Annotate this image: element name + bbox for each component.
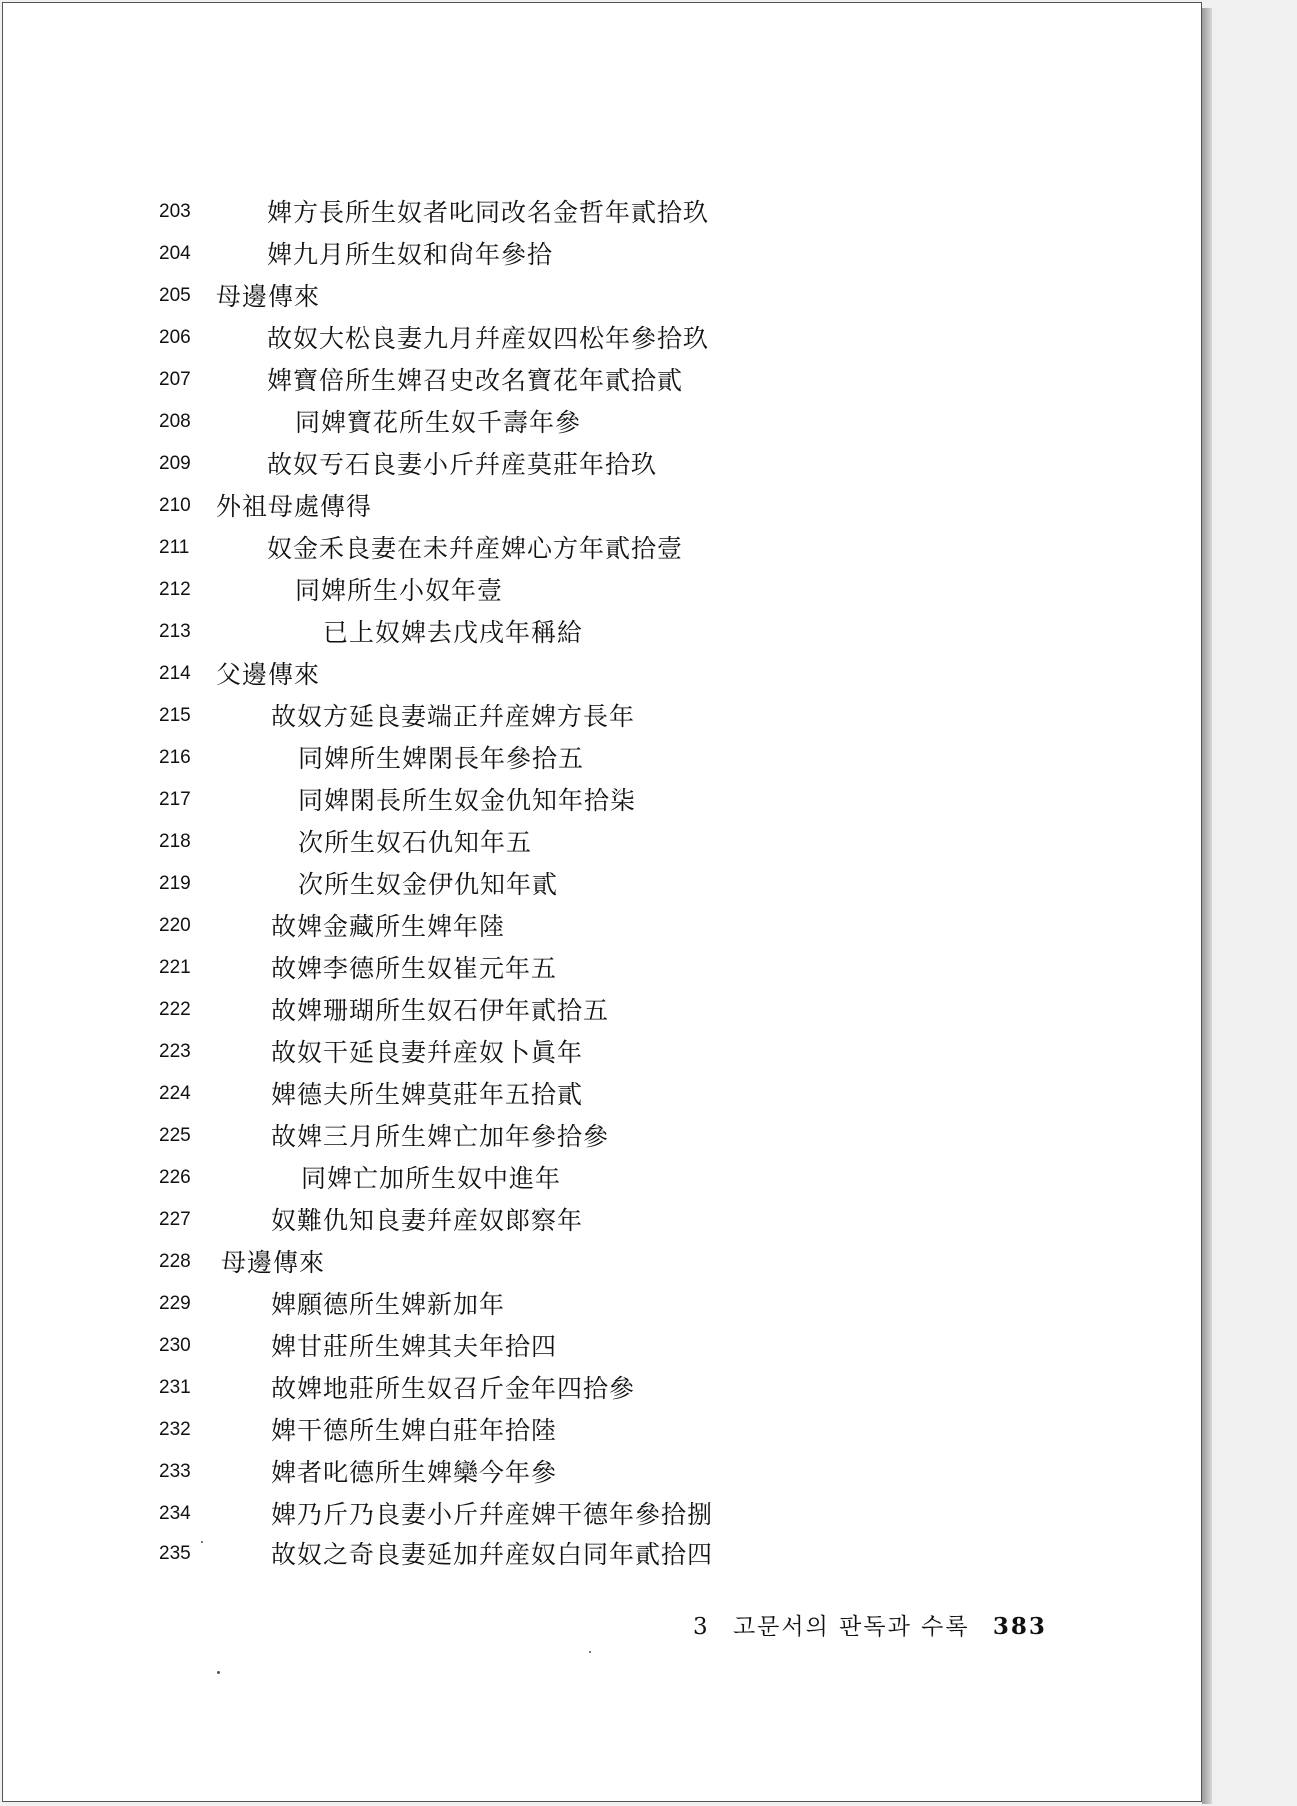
line-text: 故婢金藏所生婢年陸 <box>271 912 506 941</box>
footer-page-number: 383 <box>992 1613 1047 1640</box>
line-text: 外祖母處傳得 <box>216 492 373 521</box>
transcription-line <box>3 361 1153 395</box>
page-footer <box>693 1608 1047 1641</box>
line-text: 奴難仇知良妻幷産奴郞察年 <box>271 1206 584 1235</box>
line-text: 婢方長所生奴者叱同改名金哲年貳拾玖 <box>267 198 710 227</box>
line-number: 217 <box>159 789 191 810</box>
line-number: 207 <box>159 369 191 390</box>
line-text: 婢甘莊所生婢其夫年拾四 <box>271 1332 558 1361</box>
line-text: 婢寶倍所生婢召史改名寶花年貳拾貳 <box>267 366 684 395</box>
transcription-line <box>3 781 1153 815</box>
transcription-line <box>3 697 1153 731</box>
line-number: 230 <box>159 1335 191 1356</box>
line-text: 婢德夫所生婢莫莊年五拾貳 <box>271 1080 584 1109</box>
line-text: 婢九月所生奴和尙年參拾 <box>267 240 554 269</box>
line-text: 故奴之奇良妻延加幷産奴白同年貳拾四 <box>271 1540 714 1569</box>
line-number: 219 <box>159 873 191 894</box>
line-number: 229 <box>159 1293 191 1314</box>
transcription-line <box>3 1117 1153 1151</box>
transcription-line <box>3 1243 1153 1277</box>
line-number: 235 <box>159 1543 191 1564</box>
transcription-line <box>3 1411 1153 1445</box>
line-number: 216 <box>159 747 191 768</box>
line-number: 204 <box>159 243 191 264</box>
transcription-line <box>3 1327 1153 1361</box>
line-number: 213 <box>159 621 191 642</box>
line-number: 228 <box>159 1251 191 1272</box>
line-text: 故奴干延良妻幷産奴卜眞年 <box>271 1038 584 1067</box>
line-text: 故奴亐石良妻小斤幷産莫莊年拾玖 <box>267 450 658 479</box>
transcription-line <box>3 193 1153 227</box>
transcription-line <box>3 1453 1153 1487</box>
transcription-line <box>3 319 1153 353</box>
line-number: 233 <box>159 1461 191 1482</box>
line-text: 故奴方延良妻端正幷産婢方長年 <box>271 702 636 731</box>
line-text: 同婢所生婢閑長年參拾五 <box>298 744 585 773</box>
scan-speck <box>217 1671 220 1674</box>
transcription-line <box>3 445 1153 479</box>
line-text: 故婢李德所生奴崔元年五 <box>271 954 558 983</box>
line-text: 已上奴婢去戊戌年稱給 <box>323 618 584 647</box>
line-text: 故婢三月所生婢亡加年參拾參 <box>271 1122 610 1151</box>
line-text: 故婢珊瑚所生奴石伊年貳拾五 <box>271 996 610 1025</box>
line-number: 211 <box>159 537 190 558</box>
line-number: 218 <box>159 831 191 852</box>
footer-chapter-number: 3 <box>693 1614 710 1640</box>
line-text: 父邊傳來 <box>216 660 321 689</box>
line-text: 婢願德所生婢新加年 <box>271 1290 506 1319</box>
line-text: 母邊傳來 <box>221 1248 326 1277</box>
transcription-line <box>3 487 1153 521</box>
transcription-line <box>3 1535 1153 1569</box>
line-number: 222 <box>159 999 191 1020</box>
viewer-background <box>1212 0 1297 1806</box>
transcription-line <box>3 865 1153 899</box>
transcription-line <box>3 571 1153 605</box>
transcription-line <box>3 991 1153 1025</box>
line-number: 225 <box>159 1125 191 1146</box>
line-text: 次所生奴石仇知年五 <box>298 828 533 857</box>
line-number: 209 <box>159 453 191 474</box>
transcription-line <box>3 1369 1153 1403</box>
line-number: 226 <box>159 1167 191 1188</box>
transcription-line <box>3 1159 1153 1193</box>
transcription-line <box>3 403 1153 437</box>
line-number: 212 <box>159 579 191 600</box>
line-text: 同婢所生小奴年壹 <box>295 576 504 605</box>
line-number: 223 <box>159 1041 191 1062</box>
transcription-line <box>3 739 1153 773</box>
line-number: 224 <box>159 1083 191 1104</box>
scan-speck <box>589 1651 591 1653</box>
transcription-line <box>3 529 1153 563</box>
transcription-line <box>3 613 1153 647</box>
transcription-line <box>3 1495 1153 1529</box>
line-text: 同婢亡加所生奴中進年 <box>301 1164 562 1193</box>
line-text: 同婢寶花所生奴千壽年參 <box>295 408 582 437</box>
transcription-line <box>3 277 1153 311</box>
line-number: 232 <box>159 1419 191 1440</box>
scan-speck <box>201 1541 203 1543</box>
transcription-line <box>3 655 1153 689</box>
line-text: 婢者叱德所生婢欒今年參 <box>271 1458 558 1487</box>
line-text: 故奴大松良妻九月幷産奴四松年參拾玖 <box>267 324 710 353</box>
transcription-line <box>3 1285 1153 1319</box>
line-text: 奴金禾良妻在未幷産婢心方年貳拾壹 <box>267 534 684 563</box>
line-number: 220 <box>159 915 191 936</box>
transcription-line <box>3 823 1153 857</box>
line-number: 221 <box>159 957 191 978</box>
line-text: 同婢閑長所生奴金仇知年拾柒 <box>298 786 637 815</box>
document-page <box>2 2 1202 1802</box>
transcription-line <box>3 235 1153 269</box>
line-text: 故婢地莊所生奴召斤金年四拾參 <box>271 1374 636 1403</box>
transcription-line <box>3 1075 1153 1109</box>
transcription-line <box>3 1201 1153 1235</box>
line-number: 210 <box>159 495 191 516</box>
line-number: 215 <box>159 705 191 726</box>
line-number: 203 <box>159 201 191 222</box>
line-text: 次所生奴金伊仇知年貳 <box>298 870 559 899</box>
transcription-line <box>3 949 1153 983</box>
footer-chapter-title: 고문서의 판독과 수록 <box>732 1614 970 1640</box>
line-text: 母邊傳來 <box>216 282 321 311</box>
line-number: 231 <box>159 1377 191 1398</box>
line-number: 206 <box>159 327 191 348</box>
page-edge-shadow <box>1202 8 1212 1804</box>
line-number: 234 <box>159 1503 191 1524</box>
line-number: 227 <box>159 1209 191 1230</box>
transcription-line <box>3 907 1153 941</box>
line-text: 婢干德所生婢白莊年拾陸 <box>271 1416 558 1445</box>
transcription-line <box>3 1033 1153 1067</box>
line-number: 205 <box>159 285 191 306</box>
line-number: 208 <box>159 411 191 432</box>
line-number: 214 <box>159 663 191 684</box>
line-text: 婢乃斤乃良妻小斤幷産婢干德年參拾捌 <box>271 1500 714 1529</box>
